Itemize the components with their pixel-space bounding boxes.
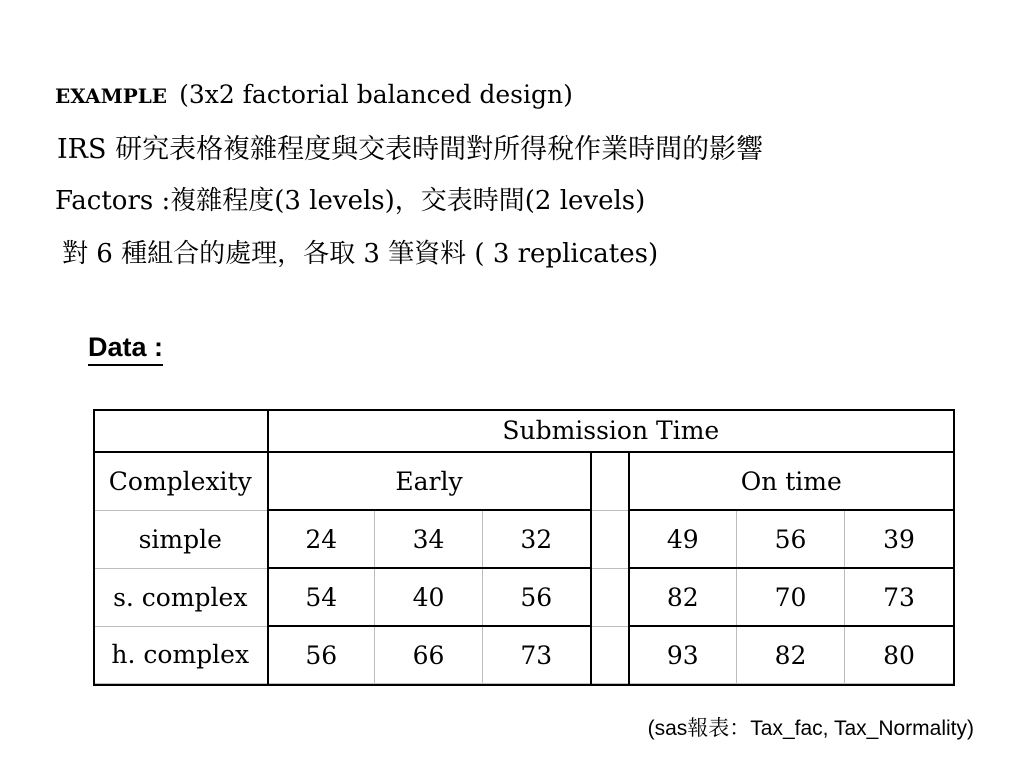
footnote: (sas報表：Tax_fac, Tax_Normality) (647, 717, 974, 740)
early-header: Early (268, 452, 591, 510)
table-cell: 70 (737, 568, 845, 626)
table-cell: 66 (375, 626, 483, 684)
table-cell: 24 (268, 510, 375, 568)
spacer-cell (591, 568, 629, 626)
replicates-description: 對 6 種組合的處理，各取 3 筆資料 ( 3 replicates) (62, 239, 659, 269)
table-cell: 40 (375, 568, 483, 626)
table-cell: 82 (737, 626, 845, 684)
submission-time-header: Submission Time (268, 410, 954, 453)
spacer-cell (591, 626, 629, 684)
corner-cell (94, 410, 268, 453)
table-cell: 34 (375, 510, 483, 568)
design-description: (3x2 factorial balanced design) (179, 80, 573, 109)
table-cell: 39 (845, 510, 954, 568)
table-cell: 49 (629, 510, 737, 568)
spacer-cell (591, 452, 629, 510)
data-label: Data : (88, 330, 163, 366)
row-label: s. complex (94, 568, 268, 626)
row-label: h. complex (94, 626, 268, 684)
example-heading (55, 80, 573, 109)
data-table (93, 409, 954, 684)
table-cell: 82 (629, 568, 737, 626)
table-cell: 56 (268, 626, 375, 684)
table-cell: 80 (845, 626, 954, 684)
table-cell: 73 (845, 568, 954, 626)
table-cell: 56 (483, 568, 591, 626)
table-row (94, 510, 954, 568)
table-cell: 32 (483, 510, 591, 568)
ontime-header: On time (629, 452, 954, 510)
example-label: EXAMPLE (55, 84, 168, 108)
spacer-cell (591, 510, 629, 568)
study-description: IRS 研究表格複雜程度與交表時間對所得稅作業時間的影響 (57, 134, 764, 165)
row-label: simple (94, 510, 268, 568)
factors-description: Factors :複雜程度(3 levels)，交表時間(2 levels) (55, 186, 646, 216)
table-row (94, 626, 954, 684)
table-row (94, 568, 954, 626)
table-cell: 56 (737, 510, 845, 568)
complexity-header: Complexity (94, 452, 268, 510)
table-cell: 54 (268, 568, 375, 626)
table-cell: 93 (629, 626, 737, 684)
table-cell: 73 (483, 626, 591, 684)
